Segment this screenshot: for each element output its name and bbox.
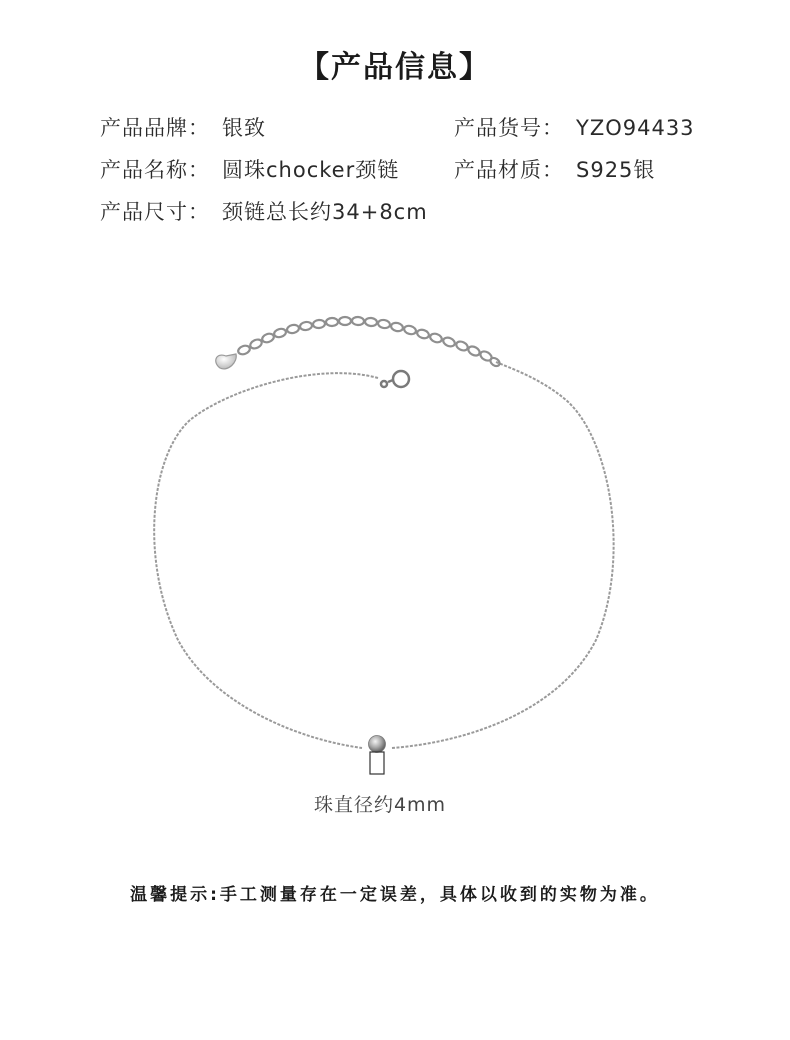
bead — [369, 736, 386, 775]
sku-label: 产品货号： — [454, 116, 564, 140]
size-value: 颈链总长约34+8cm — [222, 200, 428, 224]
page-title: 【产品信息】 — [299, 50, 491, 85]
size-label: 产品尺寸： — [100, 200, 210, 224]
brand-label: 产品品牌： — [100, 116, 210, 140]
material-label: 产品材质： — [454, 158, 564, 182]
chain — [154, 362, 613, 748]
brand-value: 银致 — [222, 116, 266, 140]
name-label: 产品名称： — [100, 158, 210, 182]
name-value: 圆珠chocker颈链 — [222, 158, 400, 182]
clasp — [381, 371, 409, 387]
sku-value: YZO94433 — [576, 116, 695, 140]
disclaimer-note: 温馨提示:手工测量存在一定误差，具体以收到的实物为准。 — [130, 885, 660, 905]
bead-size-caption: 珠直径约4mm — [313, 794, 447, 816]
extender-chain — [237, 317, 501, 368]
end-tag — [216, 354, 237, 369]
material-value: S925银 — [576, 158, 656, 182]
